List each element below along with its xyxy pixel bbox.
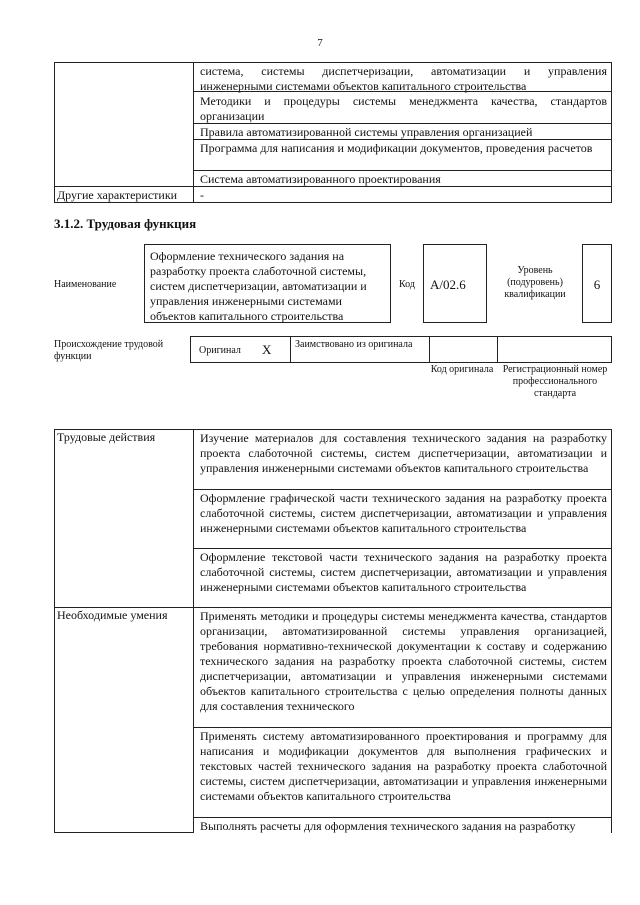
origin-label: Происхождение трудовой функции xyxy=(54,339,164,362)
knowledge-row: система, системы диспетчеризации, автоматизации и управления инженерными системами объектов капитального строительства xyxy=(193,62,612,92)
original-label: Оригинал xyxy=(199,345,241,356)
divider xyxy=(497,337,498,363)
required-skills-label: Необходимые умения xyxy=(54,607,194,833)
knowledge-row: Программа для написания и модификации документов, проведения расчетов xyxy=(193,139,612,171)
divider xyxy=(290,337,291,363)
level-value: 6 xyxy=(582,244,612,323)
page-number: 7 xyxy=(317,37,323,49)
code-original-caption: Код оригинала xyxy=(430,364,494,375)
knowledge-row: Методики и процедуры системы менеджмента качества, стандартов организации xyxy=(193,91,612,124)
function-name-value: Оформление технического задания на разработку проекта слаботочной системы, систем диспетчеризации, автоматизации и управления инженерными системами объектов капитального строительства xyxy=(144,244,391,323)
code-label: Код xyxy=(399,279,415,290)
other-characteristics-value: - xyxy=(193,186,612,203)
knowledge-row: Правила автоматизированной системы управления организацией xyxy=(193,123,612,140)
labor-actions-label: Трудовые действия xyxy=(54,429,194,608)
divider xyxy=(429,337,430,363)
labor-action-row: Оформление текстовой части технического задания на разработку проекта слаботочной системы, систем диспетчеризации, автоматизации и управления инженерными системами объектов капитального строительства xyxy=(193,548,612,608)
skill-row: Применять методики и процедуры системы менеджмента качества, стандартов организации, автоматизированной системы управления организацией, требования нормативно-технической документации к составу и содержанию технического задания на разработку проекта слаботочной системы, систем диспетчеризации, автоматизации и управления инженерными системами объектов капитального строительства с целью определения полноты данных для составления технического xyxy=(193,607,612,728)
origin-row xyxy=(190,336,612,363)
knowledge-row: Система автоматизированного проектирования xyxy=(193,170,612,187)
original-mark: X xyxy=(262,342,272,357)
function-code-value: А/02.6 xyxy=(423,244,487,323)
name-label: Наименование xyxy=(54,279,117,290)
other-characteristics-label: Другие характеристики xyxy=(54,186,194,203)
level-label: Уровень (подуровень) квалификации xyxy=(504,265,566,300)
section-heading: 3.1.2. Трудовая функция xyxy=(54,216,197,231)
labor-action-row: Оформление графической части технического задания на разработку проекта слаботочной системы, систем диспетчеризации, автоматизации и управления инженерными системами объектов капитального строительства xyxy=(193,489,612,549)
skill-row: Применять систему автоматизированного проектирования и программу для написания и модификации документов для выполнения графических и текстовых частей технического задания на разработку проекта слаботочной системы, систем диспетчеризации, автоматизации и управления инженерными системами объектов капитального строительства xyxy=(193,727,612,818)
borrowed-label: Заимствовано из оригинала xyxy=(295,339,413,350)
skill-row: Выполнять расчеты для оформления технического задания на разработку xyxy=(193,817,612,833)
labor-action-row: Изучение материалов для составления технического задания на разработку проекта слаботочной системы, систем диспетчеризации, автоматизации и управления инженерными системами объектов капитального строительства xyxy=(193,429,612,490)
knowledge-label-cell xyxy=(54,62,194,187)
registration-number-caption: Регистрационный номер профессионального стандарта xyxy=(502,364,608,399)
